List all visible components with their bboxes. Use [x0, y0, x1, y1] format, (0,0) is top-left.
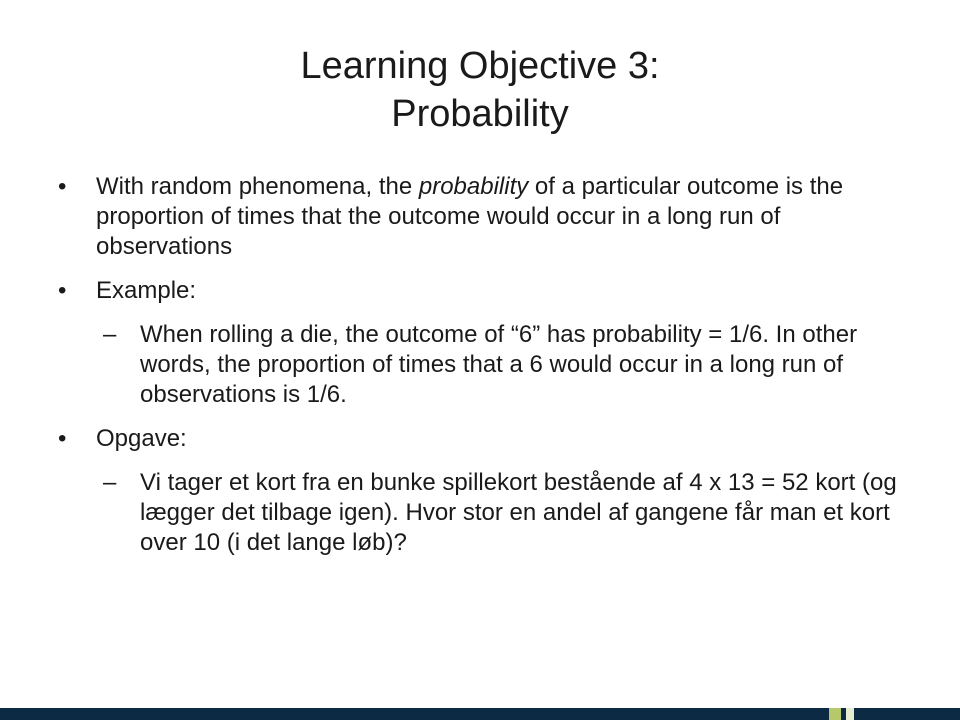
bullet-text-emphasis: probability	[418, 173, 529, 200]
bullet-marker: •	[58, 425, 67, 452]
footer-bar	[0, 708, 960, 720]
sub-bullet-item	[58, 320, 898, 410]
bullet-text: Opgave:	[96, 425, 187, 452]
bullet-item	[58, 424, 898, 454]
slide-body	[58, 172, 898, 572]
bullet-marker: •	[58, 173, 67, 200]
slide-title	[0, 42, 960, 138]
sub-bullet-marker: –	[103, 321, 117, 348]
title-line-1: Learning Objective 3:	[300, 45, 660, 87]
sub-bullet-text: Vi tager et kort fra en bunke spillekort bestående af 4 x 13 = 52 kort (og lægger det tilbage igen). Hvor stor en andel af gangene får man et kort over 10 (i det lange løb)?	[140, 469, 897, 556]
bullet-text-start: With random phenomena, the	[96, 173, 419, 200]
sub-bullet-item	[58, 468, 898, 558]
bullet-text: Example:	[96, 277, 197, 304]
sub-bullet-text: When rolling a die, the outcome of “6” has probability = 1/6. In other words, the proportion of times that a 6 would occur in a long run of observations is 1/6.	[140, 321, 858, 408]
bullet-item	[58, 276, 898, 306]
title-line-2: Probability	[391, 93, 569, 135]
bullet-item	[58, 172, 898, 262]
sub-bullet-marker: –	[103, 469, 117, 496]
footer-accent-light	[846, 708, 854, 720]
bullet-marker: •	[58, 277, 67, 304]
bullet-text-end: of a particular outcome is the proportion of times that the outcome would occur in a long run of observations	[96, 173, 844, 260]
footer-accent	[829, 708, 841, 720]
